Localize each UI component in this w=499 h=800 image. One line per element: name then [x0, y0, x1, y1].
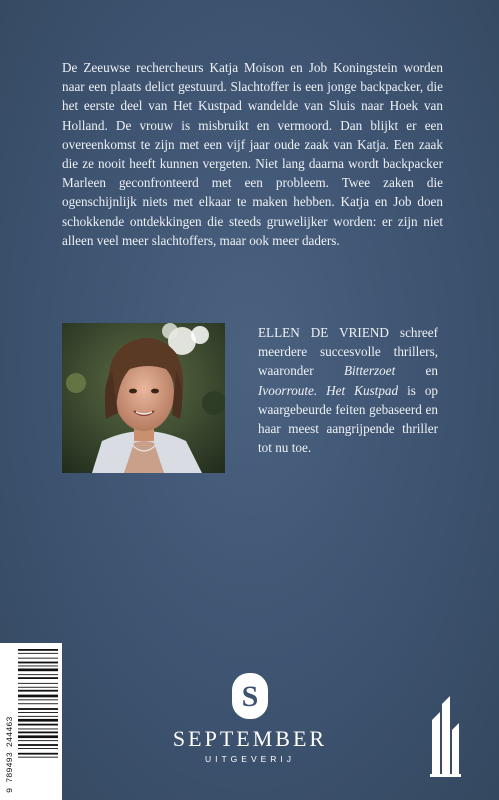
book-title-bitterzoet: Bitterzoet [343, 363, 396, 379]
publisher-name: SEPTEMBER [172, 726, 328, 751]
barcode-bar [18, 674, 58, 675]
barcode-bar [18, 662, 58, 664]
author-bio [258, 323, 438, 457]
barcode-bar [18, 757, 58, 758]
barcode-bar [18, 753, 58, 755]
author-bio-lead: ELLEN DE VRIEND schreef meerdere succesvolle thrillers, waaronder [258, 325, 438, 379]
barcode-bar [18, 735, 58, 738]
barcode-bar [18, 729, 58, 730]
logo-letter: S [241, 680, 259, 713]
barcode-bar [18, 699, 58, 700]
author-portrait [62, 323, 225, 473]
barcode-bar [18, 716, 58, 717]
book-title-ivoorroute: Ivoorroute. Het Kustpad [258, 382, 399, 398]
author-bio-tail: is op waargebeurde feiten gebaseerd en haar meest aangrijpende thriller tot nu toe. [258, 382, 439, 456]
book-blurb: De Zeeuwse rechercheurs Katja Moison en Job Koningstein worden naar een plaats delict gestuurd. Slachtoffer is een jonge backpacker, die het eerste deel van Het Kustpad wandelde van Sluis naar Hoek van Holland. De vrouw is misbruikt en vermoord. Dan blijkt er een overeenkomst te zijn met een vijf jaar oude zaak van Katja. Een zaak die ze nooit heeft kunnen vergeten. Niet lang daarna wordt backpacker Marleen geconfronteerd met een probleem. Twee zaken die ogenschijnlijk niets met elkaar te maken hebben. Katja en Job doen schokkende ontdekkingen die steeds gruwelijker worden: er zijn niet alleen veel meer slachtoffers, maar ook meer daders. [62, 60, 443, 248]
barcode-bar [18, 712, 58, 713]
barcode-bar [18, 690, 58, 692]
barcode-bar [18, 744, 58, 746]
barcode-bar [18, 703, 58, 704]
publisher-imprint: UITGEVERIJ [204, 754, 296, 764]
author-bio-mid: en [395, 363, 438, 379]
barcode-bar [18, 732, 58, 734]
barcode-bar [18, 666, 58, 667]
barcode-bar [18, 658, 58, 659]
barcode-bar [18, 653, 58, 654]
barcode-bar [18, 649, 58, 651]
nur-stripes-icon [428, 690, 462, 778]
barcode-bar [18, 687, 58, 688]
barcode-bar [18, 695, 58, 698]
barcode-bar [18, 669, 58, 672]
barcode-bar [18, 677, 58, 679]
september-s-logo-icon [231, 672, 269, 720]
barcode-bar [18, 724, 58, 726]
barcode-bar [18, 683, 58, 684]
barcode-bar [18, 719, 58, 722]
isbn-barcode [0, 643, 62, 800]
barcode-bar [18, 708, 58, 710]
barcode-digits: 9 789493 244463 [5, 716, 15, 793]
barcode-bar [18, 740, 58, 741]
barcode-bar [18, 748, 58, 749]
